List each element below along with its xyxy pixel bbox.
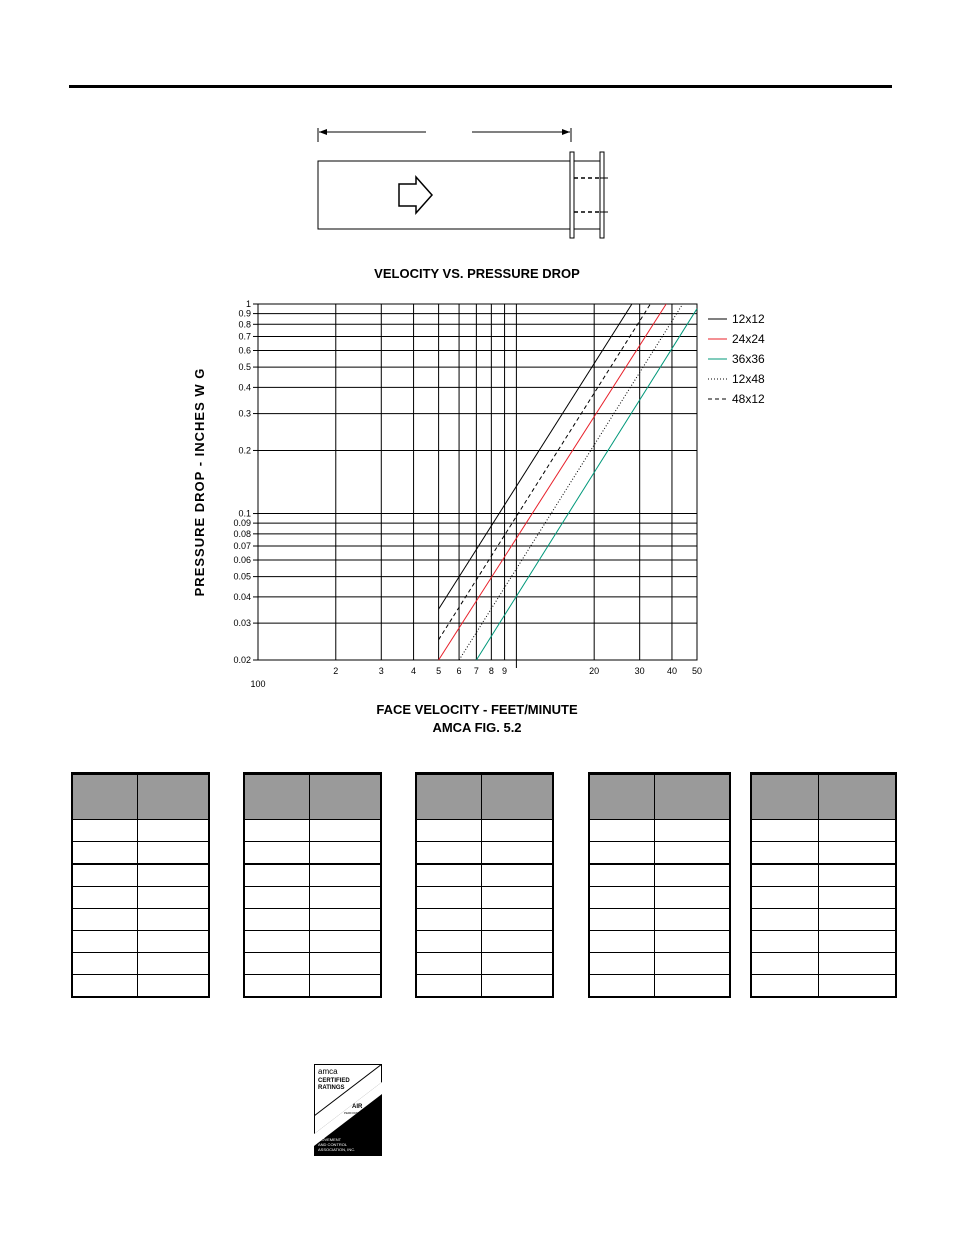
table-cell (589, 975, 655, 998)
table-header-cell (819, 774, 897, 820)
table-cell (655, 820, 731, 842)
y-tick-label: 0.2 (238, 445, 251, 456)
table-header-cell (416, 774, 482, 820)
svg-text:AIR: AIR (352, 1104, 363, 1110)
table-row (589, 975, 730, 998)
table-row (751, 975, 896, 998)
table-cell (416, 953, 482, 975)
amca-certified-ratings-logo (314, 1064, 382, 1156)
table-cell (244, 887, 310, 909)
table-cell (416, 887, 482, 909)
table-cell (751, 887, 819, 909)
table-cell (819, 909, 897, 931)
y-tick-label: 0.9 (238, 308, 251, 319)
y-tick-label: 0.02 (233, 655, 251, 665)
table-cell (310, 864, 382, 887)
table-row (244, 953, 381, 975)
x-tick-label: 8 (488, 666, 494, 676)
table-row (416, 887, 553, 909)
table-header-cell (589, 774, 655, 820)
table-row (416, 931, 553, 953)
table-row (589, 931, 730, 953)
legend-label: 12x48 (732, 372, 765, 386)
table-cell (751, 842, 819, 865)
chart-title: VELOCITY VS. PRESSURE DROP (374, 266, 580, 281)
x-tick-label: 20 (589, 666, 600, 676)
y-tick-label: 0.4 (238, 382, 251, 393)
table-cell (589, 909, 655, 931)
x-tick-label: 100 (250, 679, 266, 689)
table-header-cell (138, 774, 210, 820)
table-row (589, 864, 730, 887)
table-row (751, 931, 896, 953)
x-tick-label: 9 (502, 666, 508, 676)
table-cell (244, 842, 310, 865)
table-row (244, 842, 381, 865)
table-cell (310, 820, 382, 842)
table-cell (138, 842, 210, 865)
x-tick-label: 30 (634, 666, 645, 676)
data-table (750, 772, 897, 998)
series-line-24x24 (439, 304, 667, 660)
table-cell (244, 953, 310, 975)
table-cell (589, 887, 655, 909)
flow-arrow-icon (399, 177, 432, 213)
data-table (415, 772, 554, 998)
x-tick-label: 2 (333, 666, 339, 676)
x-tick-label: 4 (411, 666, 417, 676)
table-cell (482, 953, 554, 975)
series-line-36x36 (476, 309, 697, 660)
table-row (416, 953, 553, 975)
data-table (243, 772, 382, 998)
table-cell (819, 975, 897, 998)
table-cell (589, 953, 655, 975)
table-header-cell (482, 774, 554, 820)
y-tick-label: 0.3 (238, 408, 251, 419)
table-cell (416, 975, 482, 998)
table-row (589, 820, 730, 842)
svg-text:amca: amca (318, 1067, 338, 1076)
table-cell (751, 931, 819, 953)
duct-diagram (300, 120, 620, 250)
plot-frame (258, 304, 697, 660)
table-cell (244, 909, 310, 931)
y-tick-label: 0.09 (233, 518, 251, 529)
figure-caption: AMCA FIG. 5.2 (432, 720, 522, 735)
table-row (244, 887, 381, 909)
table-cell (416, 842, 482, 865)
table-row (416, 975, 553, 998)
table-row (416, 820, 553, 842)
legend-label: 12x12 (732, 312, 765, 326)
table-cell (819, 820, 897, 842)
table-cell (416, 931, 482, 953)
table-row (589, 887, 730, 909)
table-cell (819, 931, 897, 953)
table-header-cell (655, 774, 731, 820)
table-row (72, 953, 209, 975)
table-cell (751, 820, 819, 842)
table-cell (482, 887, 554, 909)
y-tick-label: 0.08 (233, 528, 251, 539)
table-cell (416, 909, 482, 931)
table-cell (138, 975, 210, 998)
legend-label: 48x12 (732, 392, 765, 406)
table-row (751, 887, 896, 909)
y-tick-label: 0.07 (233, 540, 251, 551)
table-cell (138, 953, 210, 975)
table-row (751, 909, 896, 931)
data-table (588, 772, 731, 998)
table-cell (819, 842, 897, 865)
table-cell (244, 864, 310, 887)
table-cell (482, 975, 554, 998)
table-cell (72, 931, 138, 953)
x-tick-label: 7 (473, 666, 479, 676)
table-cell (72, 820, 138, 842)
table-cell (244, 931, 310, 953)
svg-text:PERFORMANCE: PERFORMANCE (344, 1111, 368, 1115)
table-row (751, 864, 896, 887)
table-cell (72, 953, 138, 975)
table-cell (655, 887, 731, 909)
table-cell (751, 909, 819, 931)
table-cell (416, 864, 482, 887)
table-cell (72, 887, 138, 909)
table-row (751, 820, 896, 842)
table-row (72, 820, 209, 842)
table-header-cell (72, 774, 138, 820)
table-row (589, 953, 730, 975)
table-cell (482, 864, 554, 887)
y-tick-label: 0.8 (238, 319, 251, 330)
table-cell (655, 864, 731, 887)
svg-text:AIR: AIR (318, 1132, 325, 1137)
table-row (244, 909, 381, 931)
table-cell (138, 864, 210, 887)
table-row (416, 842, 553, 865)
table-cell (244, 975, 310, 998)
table-cell (72, 842, 138, 865)
x-tick-label: 50 (691, 666, 703, 676)
series-line-48x12 (439, 304, 651, 640)
table-row (244, 975, 381, 998)
table-row (72, 909, 209, 931)
table-cell (416, 820, 482, 842)
table-cell (819, 887, 897, 909)
y-axis-label: PRESSURE DROP - INCHES W G (192, 367, 207, 597)
table-cell (482, 931, 554, 953)
table-cell (819, 953, 897, 975)
table-row (72, 975, 209, 998)
y-tick-label: 1 (245, 299, 251, 309)
table-row (72, 931, 209, 953)
y-tick-label: 0.05 (233, 571, 251, 582)
table-cell (655, 975, 731, 998)
table-row (72, 864, 209, 887)
y-tick-label: 0.1 (238, 508, 251, 519)
legend-label: 36x36 (732, 352, 765, 366)
table-cell (819, 864, 897, 887)
svg-text:ASSOCIATION, INC.: ASSOCIATION, INC. (318, 1147, 356, 1152)
x-tick-label: 40 (666, 666, 677, 676)
table-row (72, 842, 209, 865)
data-table (71, 772, 210, 998)
svg-text:CERTIFIED: CERTIFIED (318, 1078, 350, 1084)
table-row (72, 887, 209, 909)
table-cell (138, 820, 210, 842)
table-cell (72, 909, 138, 931)
table-cell (310, 953, 382, 975)
table-header-cell (751, 774, 819, 820)
svg-text:RATINGS: RATINGS (318, 1085, 345, 1091)
table-cell (482, 909, 554, 931)
table-cell (310, 887, 382, 909)
table-cell (310, 931, 382, 953)
table-cell (138, 887, 210, 909)
table-cell (310, 909, 382, 931)
series-line-12x48 (459, 304, 683, 660)
y-tick-label: 0.04 (233, 591, 251, 602)
table-cell (589, 820, 655, 842)
table-cell (655, 953, 731, 975)
x-tick-label: 5 (436, 666, 442, 676)
table-cell (72, 864, 138, 887)
svg-text:MOVEMENT: MOVEMENT (318, 1137, 342, 1142)
x-tick-label: 6 (456, 666, 462, 676)
table-cell (751, 953, 819, 975)
table-cell (310, 975, 382, 998)
table-cell (589, 864, 655, 887)
table-cell (655, 931, 731, 953)
table-row (244, 820, 381, 842)
top-rule (69, 85, 892, 88)
table-cell (138, 909, 210, 931)
svg-text:AND CONTROL: AND CONTROL (318, 1142, 348, 1147)
table-row (244, 931, 381, 953)
table-row (589, 842, 730, 865)
table-row (751, 842, 896, 865)
velocity-pressure-chart (180, 295, 800, 700)
x-tick-label: 3 (378, 666, 384, 676)
x-axis-label: FACE VELOCITY - FEET/MINUTE (376, 702, 578, 717)
table-row (751, 953, 896, 975)
series-line-12x12 (439, 304, 632, 609)
table-cell (751, 864, 819, 887)
table-cell (482, 842, 554, 865)
legend-label: 24x24 (732, 332, 765, 346)
table-row (244, 864, 381, 887)
table-row (589, 909, 730, 931)
table-cell (751, 975, 819, 998)
table-header-cell (310, 774, 382, 820)
table-header-cell (244, 774, 310, 820)
y-tick-label: 0.06 (233, 555, 251, 566)
table-cell (138, 931, 210, 953)
table-cell (244, 820, 310, 842)
table-row (416, 864, 553, 887)
y-tick-label: 0.7 (238, 331, 251, 342)
table-cell (72, 975, 138, 998)
y-tick-label: 0.5 (238, 362, 251, 373)
table-cell (482, 820, 554, 842)
y-tick-label: 0.03 (233, 618, 251, 629)
table-cell (589, 842, 655, 865)
table-cell (589, 931, 655, 953)
y-tick-label: 0.6 (238, 345, 251, 356)
table-cell (655, 909, 731, 931)
table-cell (655, 842, 731, 865)
table-row (416, 909, 553, 931)
table-cell (310, 842, 382, 865)
